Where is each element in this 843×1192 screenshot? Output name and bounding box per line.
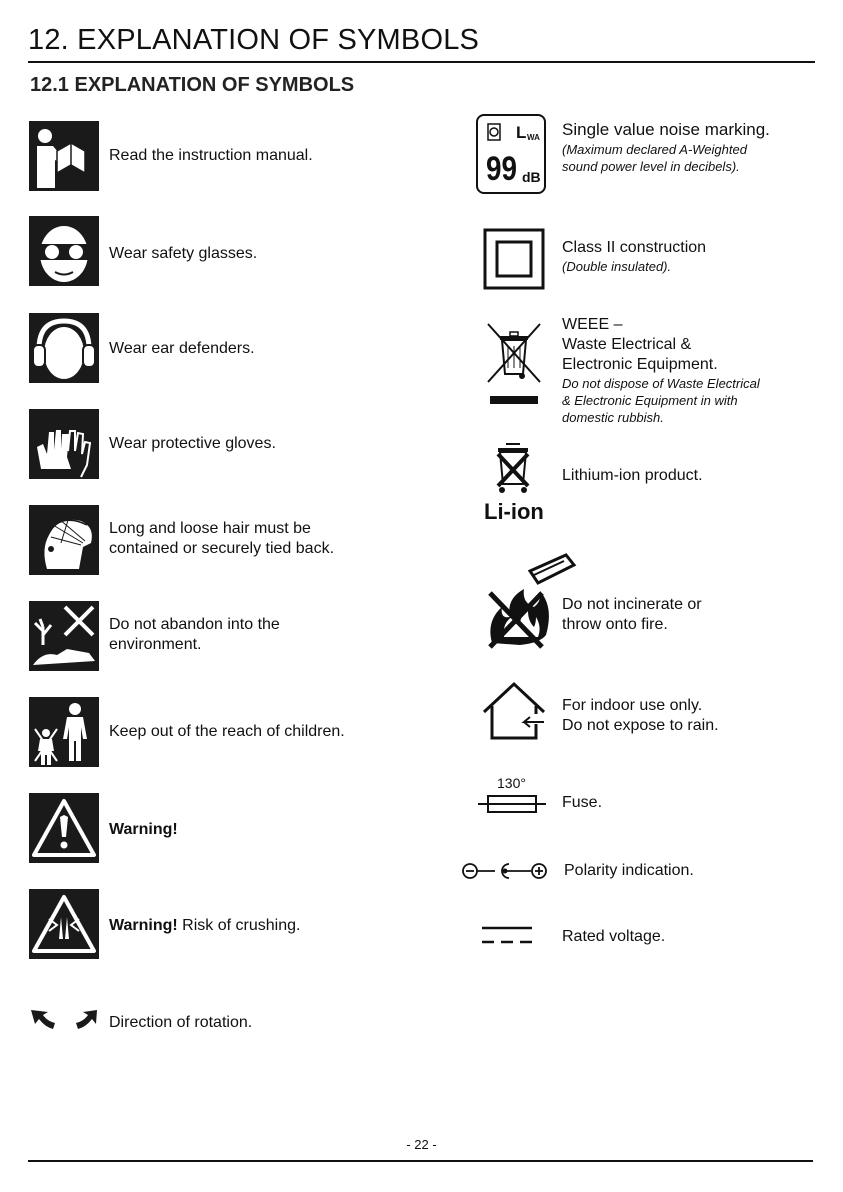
indoor-text-line2: Do not expose to rain. <box>562 717 719 734</box>
noise-icon-wa: WA <box>527 133 540 142</box>
manual-text: Read the instruction manual. <box>109 147 313 164</box>
polarity-text: Polarity indication. <box>564 862 694 879</box>
title-divider <box>28 61 815 63</box>
indoor-text-line1: For indoor use only. <box>562 697 703 714</box>
footer-divider <box>28 1160 813 1162</box>
hair-text-line1: Long and loose hair must be <box>109 520 311 537</box>
children-text: Keep out of the reach of children. <box>109 723 345 740</box>
fuse-icon <box>478 792 546 816</box>
page-title: 12. EXPLANATION OF SYMBOLS <box>28 24 480 56</box>
weee-text <box>562 315 760 426</box>
fuse-temperature: 130° <box>497 775 526 791</box>
environment-text <box>109 615 280 655</box>
noise-sub-line2: sound power level in decibels). <box>562 159 740 174</box>
indoor-use-icon <box>480 680 550 742</box>
weee-line1: WEEE – <box>562 316 623 333</box>
noise-icon-l: L <box>516 123 527 142</box>
noise-title: Single value noise marking. <box>562 120 770 139</box>
li-ion-label: Li-ion <box>484 499 544 524</box>
weee-sub-line1: Do not dispose of Waste Electrical <box>562 376 760 391</box>
ear-text: Wear ear defenders. <box>109 340 255 357</box>
read-manual-icon <box>29 121 99 191</box>
hair-net-icon <box>29 505 99 575</box>
noise-level-icon <box>476 114 546 194</box>
rated-voltage-icon <box>482 924 532 946</box>
noise-sub-line1: (Maximum declared A-Weighted <box>562 142 747 157</box>
section-title: 12.1 EXPLANATION OF SYMBOLS <box>30 74 355 96</box>
warning-text: Warning! <box>109 821 178 838</box>
rotation-text: Direction of rotation. <box>109 1014 253 1031</box>
protective-gloves-icon <box>29 409 99 479</box>
fuse-text: Fuse. <box>562 794 603 811</box>
weee-bin-icon <box>484 320 544 408</box>
class2-sub: (Double insulated). <box>562 259 672 274</box>
environment-text-line2: environment. <box>109 636 202 653</box>
weee-line3: Electronic Equipment. <box>562 356 718 373</box>
weee-line2: Waste Electrical & <box>562 336 692 353</box>
polarity-icon <box>461 861 549 881</box>
noise-text <box>562 120 770 175</box>
environment-icon <box>29 601 99 671</box>
liion-text: Lithium-ion product. <box>562 467 703 484</box>
page-number: - 22 - <box>406 1137 437 1152</box>
indoor-text <box>562 696 719 736</box>
rotation-direction-icon <box>27 1006 101 1038</box>
crushing-hazard-icon <box>29 889 99 959</box>
glasses-text: Wear safety glasses. <box>109 245 258 262</box>
crushing-warning-rest: Risk of crushing. <box>177 917 301 934</box>
hair-text-line2: contained or securely tied back. <box>109 540 335 557</box>
gloves-text: Wear protective gloves. <box>109 435 276 452</box>
environment-text-line1: Do not abandon into the <box>109 616 280 633</box>
keep-away-children-icon <box>29 697 99 767</box>
fire-text <box>562 595 702 635</box>
class2-text <box>562 238 706 275</box>
li-ion-bin-icon <box>488 440 538 496</box>
warning-icon <box>29 793 99 863</box>
class2-title: Class II construction <box>562 239 707 256</box>
class-ii-icon <box>483 228 545 290</box>
crushing-text <box>109 916 300 936</box>
fire-text-line2: throw onto fire. <box>562 616 668 633</box>
fire-text-line1: Do not incinerate or <box>562 596 702 613</box>
weee-sub-line3: domestic rubbish. <box>562 410 664 425</box>
crushing-warning-bold: Warning! <box>109 917 178 934</box>
noise-icon-unit: dB <box>522 169 541 185</box>
weee-sub-line2: & Electronic Equipment in with <box>562 393 738 408</box>
noise-icon-value: 99 <box>486 150 518 188</box>
sound-icon <box>484 122 504 142</box>
voltage-text: Rated voltage. <box>562 928 666 945</box>
hair-text <box>109 519 334 559</box>
safety-glasses-icon <box>29 216 99 286</box>
ear-defenders-icon <box>29 313 99 383</box>
